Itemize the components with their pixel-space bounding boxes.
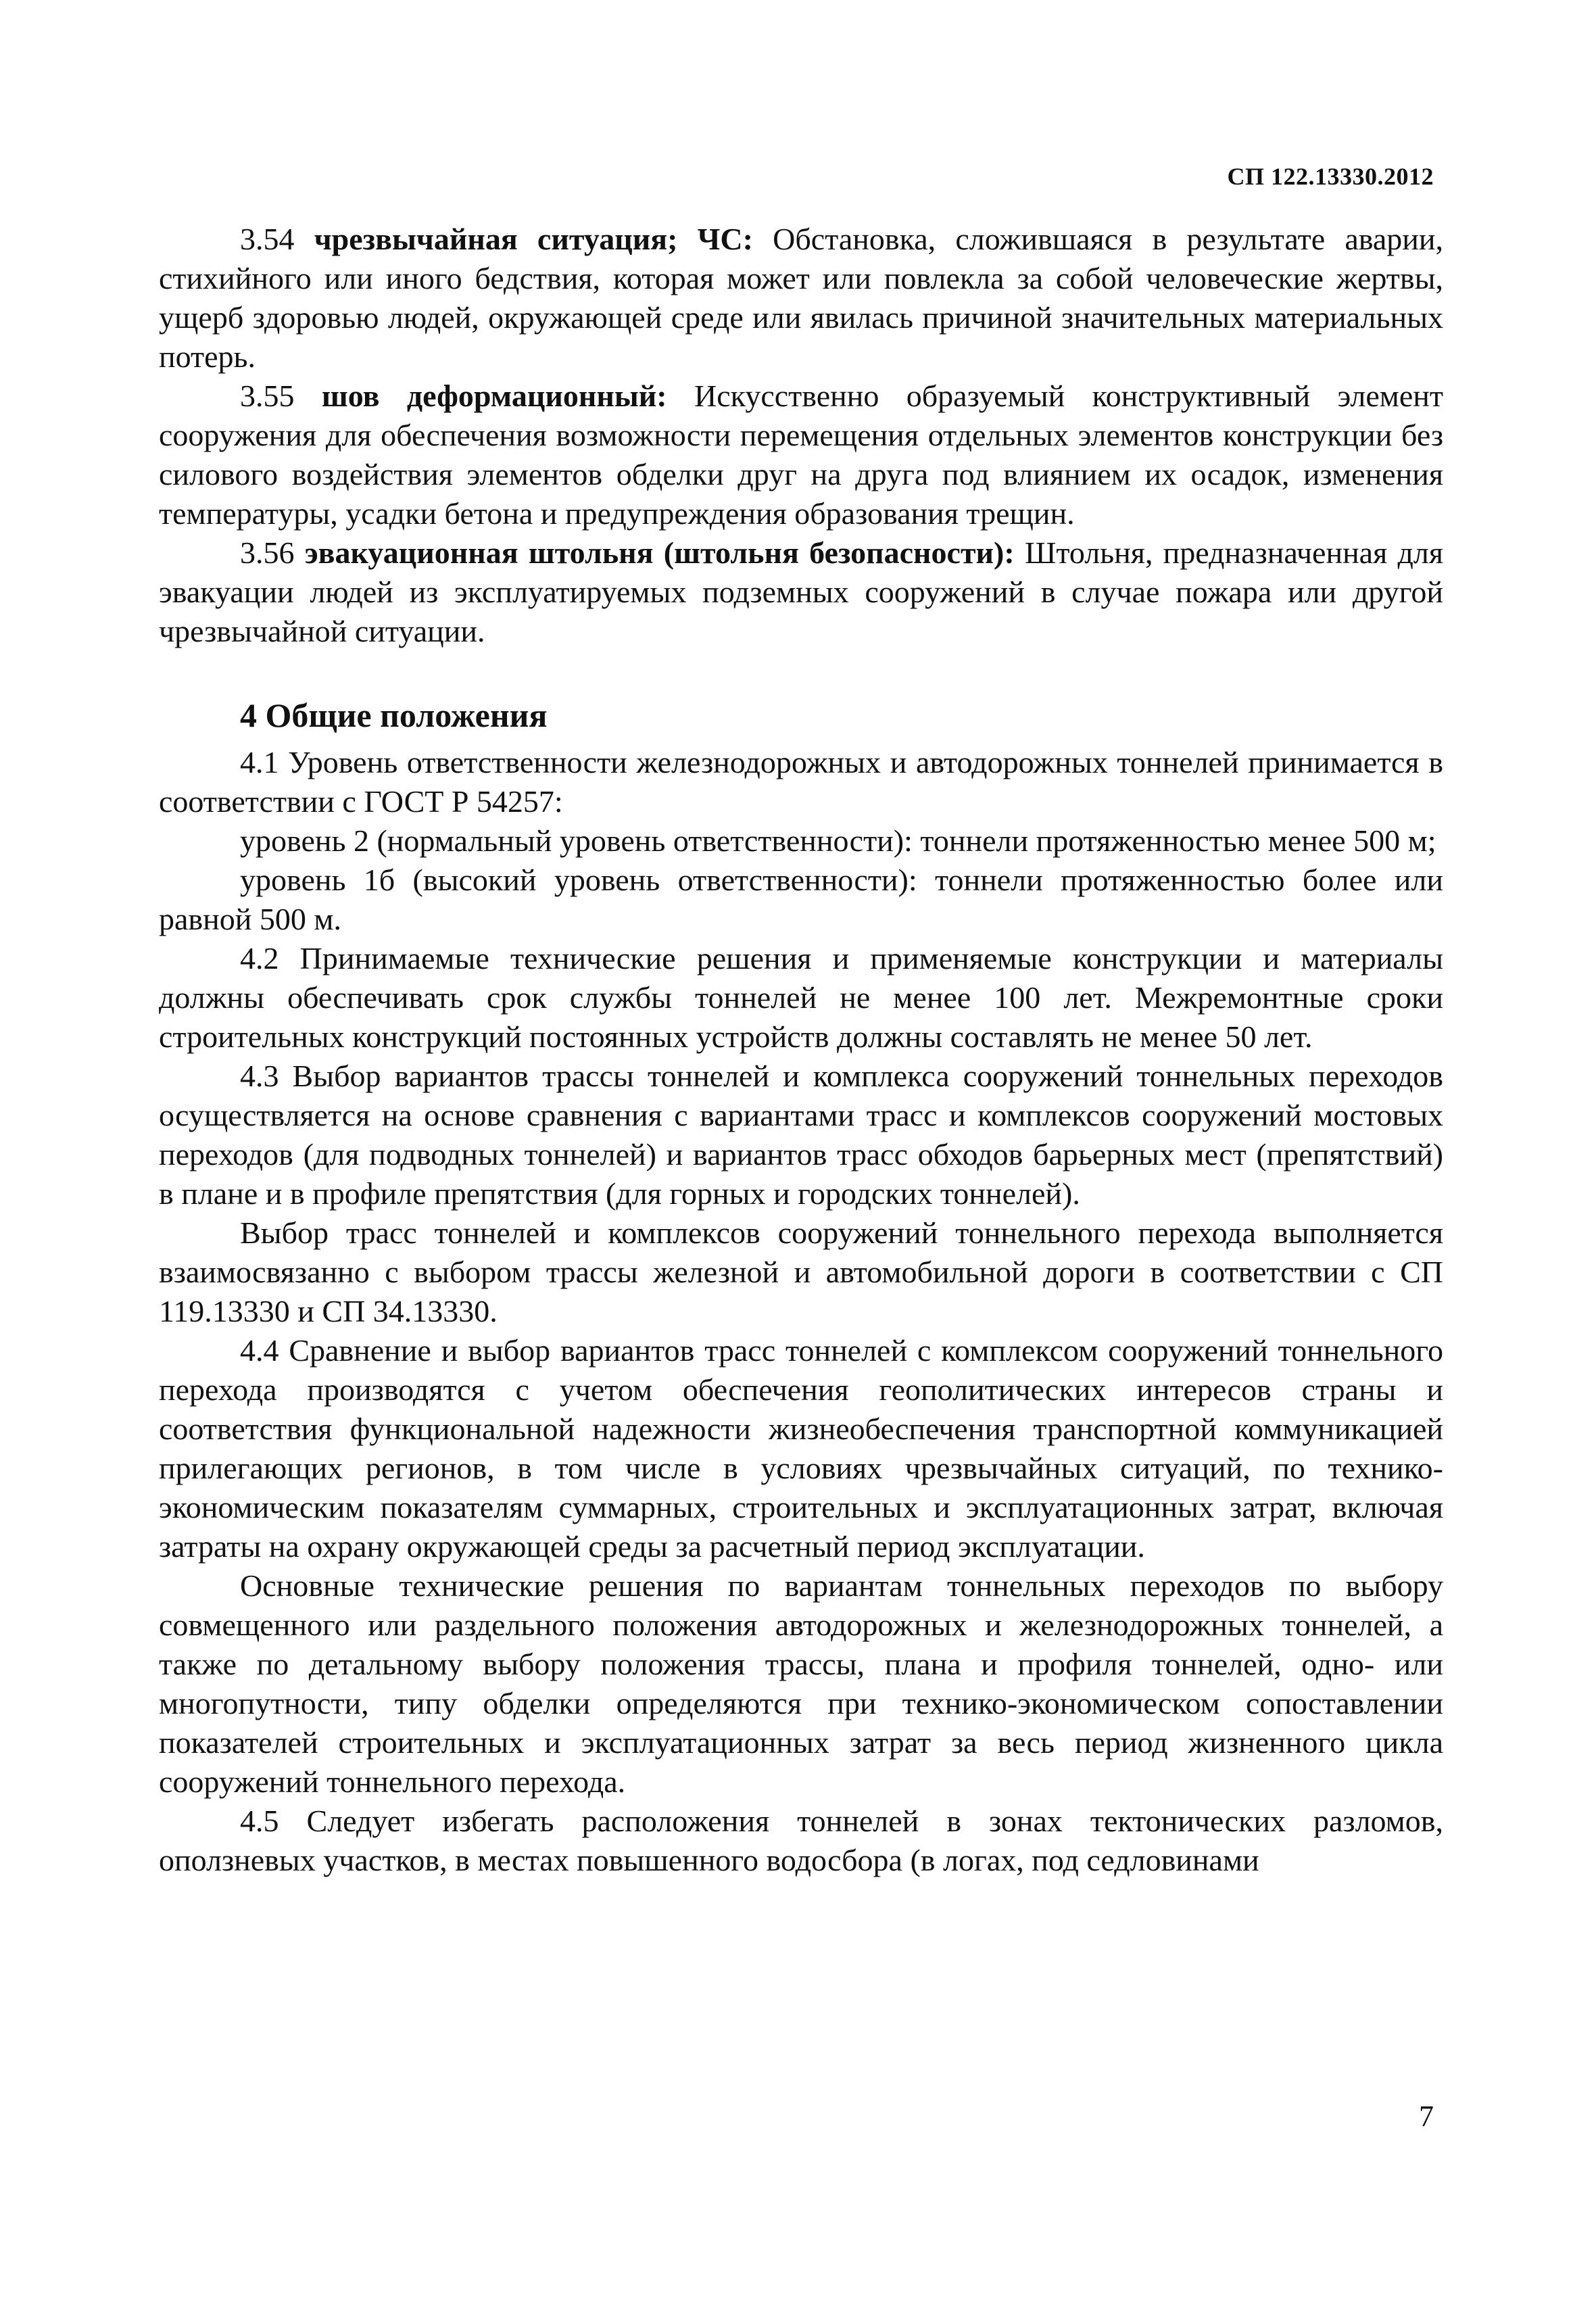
section-heading: 4 Общие положения xyxy=(240,696,548,734)
paragraph-4-2: 4.2 Принимаемые технические решения и применяемые конструкции и материалы должны обеспечивать срок службы тоннелей не менее 100 лет. Межремонтные сроки строительных конструкций постоянных устройств должны составлять не менее 50 лет. xyxy=(159,941,1443,1054)
paragraph-level-1b: уровень 1б (высокий уровень ответственности): тоннели протяженностью более или равной 500 м. xyxy=(159,863,1443,936)
page-content xyxy=(159,220,1443,1880)
paragraph-4-4: 4.4 Сравнение и выбор вариантов трасс тоннелей с комплексом сооружений тоннельного перехода производятся с учетом обеспечения геополитических интересов страны и соответствия функциональной надежности жизнеобеспечения транспортной коммуникацией прилегающих регионов, в том числе в условиях чрезвычайных ситуаций, по технико-экономическим показателям суммарных, строительных и эксплуатационных затрат, включая затраты на охрану окружающей среды за расчетный период эксплуатации. xyxy=(159,1333,1443,1564)
term-number: 3.54 xyxy=(240,222,295,256)
term-definition: Обстановка, сложившаяся в результате аварии, стихийного или иного бедствия, которая может или повлекла за собой человеческие жертвы, ущерб здоровью людей, окружающей среде или явилась причиной значительных материальных потерь. xyxy=(159,222,1444,374)
paragraph-level-2: уровень 2 (нормальный уровень ответственности): тоннели протяженностью менее 500 м; xyxy=(240,823,1436,858)
term-title: чрезвычайная ситуация; ЧС: xyxy=(314,222,753,256)
term-number: 3.56 xyxy=(240,535,295,570)
paragraph-4-5: 4.5 Следует избегать расположения тоннелей в зонах тектонических разломов, оползневых участков, в местах повышенного водосбора (в логах, под седловинами xyxy=(159,1804,1443,1877)
document-code-header: СП 122.13330.2012 xyxy=(1227,163,1434,190)
paragraph-4-1: 4.1 Уровень ответственности железнодорожных и автодорожных тоннелей принимается в соответствии с ГОСТ Р 54257: xyxy=(159,745,1443,819)
term-definition: Искусственно образуемый конструктивный элемент сооружения для обеспечения возможности перемещения отдельных элементов конструкции без силового воздействия элементов обделки друг на друга под влиянием их осадок, изменения температуры, усадки бетона и предупреждения образования трещин. xyxy=(159,379,1443,531)
paragraph-technical-solutions: Основные технические решения по вариантам тоннельных переходов по выбору совмещенного или раздельного положения автодорожных и железнодорожных тоннелей, а также по детальному выбору положения трассы, плана и профиля тоннелей, одно- или многопутности, типу обделки определяются при технико-экономическом сопоставлении показателей строительных и эксплуатационных затрат за весь период жизненного цикла сооружений тоннельного перехода. xyxy=(159,1568,1443,1799)
paragraph-route-selection: Выбор трасс тоннелей и комплексов сооружений тоннельного перехода выполняется взаимосвязанно с выбором трассы железной и автомобильной дороги в соответствии с СП 119.13330 и СП 34.13330. xyxy=(159,1215,1443,1328)
term-3-55 xyxy=(159,377,1443,533)
term-3-56 xyxy=(159,533,1443,651)
paragraph-4-3: 4.3 Выбор вариантов трассы тоннелей и комплекса сооружений тоннельных переходов осуществляется на основе сравнения с вариантами трасс и комплексов сооружений мостовых переходов (для подводных тоннелей) и вариантов трасс обходов барьерных мест (препятствий) в плане и в профиле препятствия (для горных и городских тоннелей). xyxy=(159,1059,1443,1211)
page-number: 7 xyxy=(1419,2100,1434,2133)
term-title: шов деформационный: xyxy=(321,379,667,413)
term-definition: Штольня, предназначенная для эвакуации людей из эксплуатируемых подземных сооружений в случае пожара или другой чрезвычайной ситуации. xyxy=(159,535,1444,648)
term-3-54 xyxy=(159,220,1443,377)
term-number: 3.55 xyxy=(240,379,295,413)
term-title: эвакуационная штольня (штольня безопасности): xyxy=(304,535,1015,570)
